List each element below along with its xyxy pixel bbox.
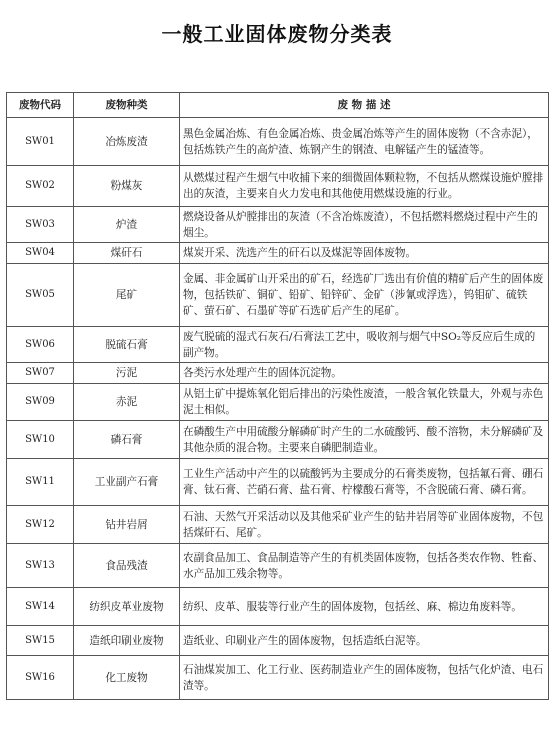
waste-description-cell: 废气脱硫的湿式石灰石/石膏法工艺中，吸收剂与烟气中SO₂等反应后生成的副产物。 [180, 327, 549, 363]
waste-description-cell: 黑色金属冶炼、有色金属冶炼、贵金属冶炼等产生的固体废物（不含赤泥），包括炼铁产生的高炉渣、炼钢产生的钢渣、电解锰产生的锰渣等。 [180, 118, 549, 166]
waste-type-cell: 化工废物 [74, 656, 180, 700]
header-code: 废物代码 [7, 93, 74, 118]
table-row [7, 243, 549, 264]
table-row [7, 626, 549, 656]
waste-code-cell: SW12 [7, 506, 74, 544]
waste-code-cell: SW05 [7, 264, 74, 327]
waste-description-cell: 从铝土矿中提炼氧化铝后排出的污染性废渣，一般含氧化铁量大，外观与赤色泥土相似。 [180, 384, 549, 421]
waste-description-cell: 在磷酸生产中用硫酸分解磷矿时产生的二水硫酸钙、酸不溶物，未分解磷矿及其他杂质的混合物。主要来自磷肥制造业。 [180, 421, 549, 459]
waste-type-cell: 工业副产石膏 [74, 459, 180, 506]
waste-code-cell: SW13 [7, 544, 74, 588]
table-row [7, 118, 549, 166]
waste-description-cell: 造纸业、印刷业产生的固体废物，包括造纸白泥等。 [180, 626, 549, 656]
waste-type-cell: 粉煤灰 [74, 166, 180, 207]
waste-description-cell: 从燃煤过程产生烟气中收捕下来的细微固体颗粒物，不包括从燃煤设施炉膛排出的灰渣，主要来自火力发电和其他使用燃煤设施的行业。 [180, 166, 549, 207]
table-row [7, 544, 549, 588]
waste-code-cell: SW15 [7, 626, 74, 656]
waste-code-cell: SW04 [7, 243, 74, 264]
waste-type-cell: 冶炼废渣 [74, 118, 180, 166]
waste-code-cell: SW07 [7, 363, 74, 384]
table-row [7, 656, 549, 700]
waste-code-cell: SW11 [7, 459, 74, 506]
waste-description-cell: 石油、天然气开采活动以及其他采矿业产生的钻井岩屑等矿业固体废物，不包括煤矸石、尾矿。 [180, 506, 549, 544]
waste-description-cell: 煤炭开采、洗选产生的矸石以及煤泥等固体废物。 [180, 243, 549, 264]
waste-code-cell: SW10 [7, 421, 74, 459]
waste-type-cell: 炉渣 [74, 207, 180, 243]
waste-type-cell: 纺织皮革业废物 [74, 588, 180, 626]
table-row [7, 166, 549, 207]
table-row [7, 264, 549, 327]
waste-type-cell: 脱硫石膏 [74, 327, 180, 363]
page-title: 一般工业固体废物分类表 [161, 22, 393, 46]
table-row [7, 363, 549, 384]
table-row [7, 207, 549, 243]
table-header-row [7, 93, 549, 118]
waste-code-cell: SW09 [7, 384, 74, 421]
waste-type-cell: 造纸印刷业废物 [74, 626, 180, 656]
table-row [7, 421, 549, 459]
waste-type-cell: 钻井岩屑 [74, 506, 180, 544]
waste-description-cell: 石油煤炭加工、化工行业、医药制造业产生的固体废物，包括气化炉渣、电石渣等。 [180, 656, 549, 700]
waste-description-cell: 燃烧设备从炉膛排出的灰渣（不含冶炼废渣），不包括燃料燃烧过程中产生的烟尘。 [180, 207, 549, 243]
waste-description-cell: 纺织、皮革、服装等行业产生的固体废物，包括丝、麻、棉边角废料等。 [180, 588, 549, 626]
waste-code-cell: SW16 [7, 656, 74, 700]
waste-type-cell: 尾矿 [74, 264, 180, 327]
waste-description-cell: 工业生产活动中产生的以硫酸钙为主要成分的石膏类废物，包括氟石膏、硼石膏、钛石膏、芒硝石膏、盐石膏、柠檬酸石膏等，不含脱硫石膏、磷石膏。 [180, 459, 549, 506]
table-row [7, 327, 549, 363]
table-row [7, 384, 549, 421]
waste-type-cell: 磷石膏 [74, 421, 180, 459]
waste-code-cell: SW01 [7, 118, 74, 166]
waste-type-cell: 污泥 [74, 363, 180, 384]
waste-code-cell: SW06 [7, 327, 74, 363]
waste-description-cell: 农副食品加工、食品制造等产生的有机类固体废物，包括各类农作物、牲畜、水产品加工残余物等。 [180, 544, 549, 588]
header-description: 废 物 描 述 [180, 93, 549, 118]
waste-code-cell: SW02 [7, 166, 74, 207]
waste-classification-table [6, 92, 549, 700]
table-row [7, 588, 549, 626]
waste-type-cell: 赤泥 [74, 384, 180, 421]
waste-description-cell: 金属、非金属矿山开采出的矿石，经选矿厂选出有价值的精矿后产生的固体废物，包括铁矿、铜矿、铅矿、铅锌矿、金矿（涉氰或浮选），钨钼矿、硫铁矿、萤石矿、石墨矿等矿石选矿后产生的尾矿。 [180, 264, 549, 327]
waste-description-cell: 各类污水处理产生的固体沉淀物。 [180, 363, 549, 384]
table-row [7, 506, 549, 544]
waste-type-cell: 食品残渣 [74, 544, 180, 588]
table-row [7, 459, 549, 506]
waste-type-cell: 煤矸石 [74, 243, 180, 264]
waste-code-cell: SW03 [7, 207, 74, 243]
waste-code-cell: SW14 [7, 588, 74, 626]
header-type: 废物种类 [74, 93, 180, 118]
